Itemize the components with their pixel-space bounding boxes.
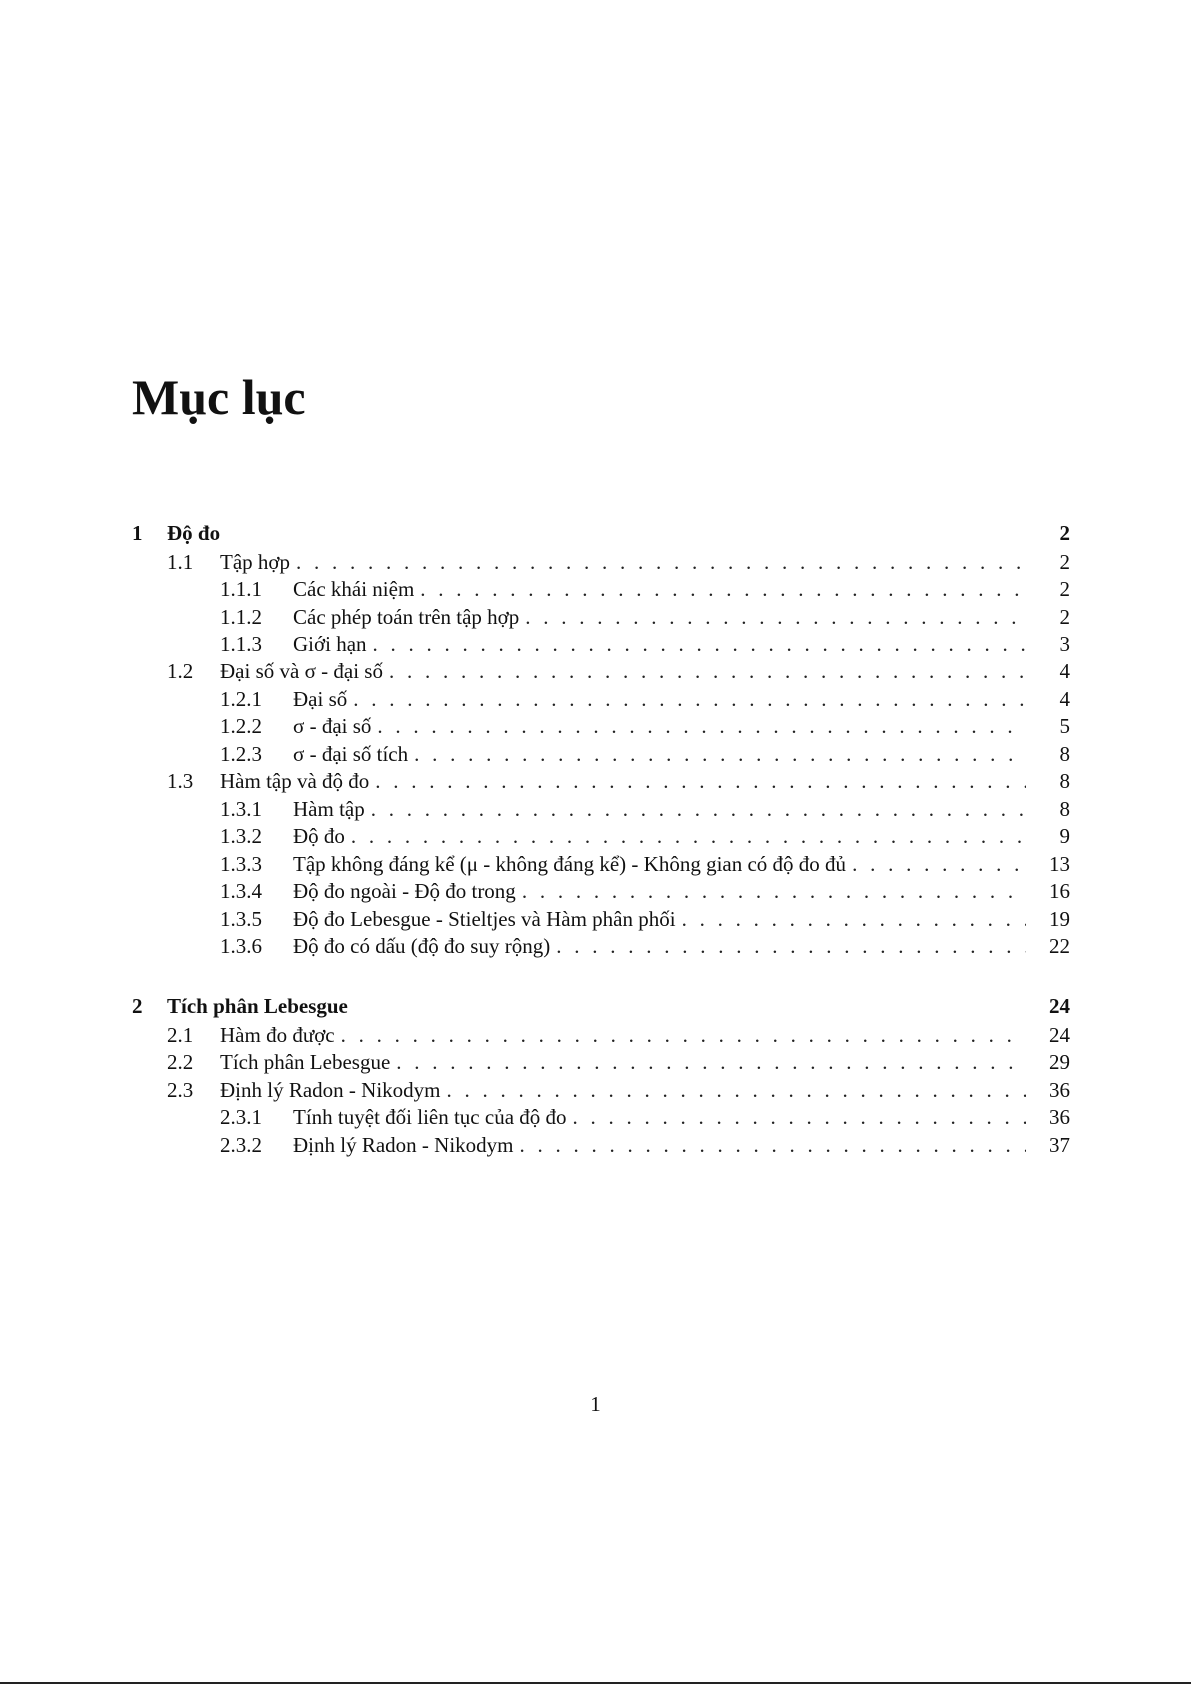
toc-leader	[414, 741, 1026, 768]
toc-subsection-1-1-2[interactable]	[132, 604, 1070, 631]
toc-section-1-1[interactable]	[132, 549, 1070, 576]
toc-chapter-1[interactable]	[132, 520, 1070, 547]
toc-subsection-1-2-3[interactable]	[132, 741, 1070, 768]
toc-number: 2.3.2	[220, 1133, 262, 1157]
toc-number: 1.2	[167, 659, 194, 683]
toc-page: 24	[1049, 994, 1070, 1018]
toc-number: 1.1.2	[220, 605, 262, 629]
toc-title: Đại số và σ - đại số	[220, 659, 383, 683]
toc-subsection-1-1-1[interactable]	[132, 576, 1070, 603]
toc-title: σ - đại số	[293, 714, 372, 738]
toc-title: Tập hợp	[220, 550, 291, 574]
toc-section-2-1[interactable]	[132, 1022, 1070, 1049]
toc-title: Định lý Radon - Nikodym	[220, 1078, 441, 1102]
toc-page: 37	[1049, 1133, 1070, 1157]
toc-leader	[353, 686, 1026, 713]
toc-page: 16	[1049, 879, 1070, 903]
toc-page: 13	[1049, 852, 1070, 876]
toc-leader	[396, 1049, 1026, 1076]
toc-number: 2.2	[167, 1050, 194, 1074]
toc-title: Tính tuyệt đối liên tục của độ đo	[293, 1105, 567, 1129]
toc-number: 1.3.3	[220, 852, 262, 876]
toc-leader	[351, 823, 1026, 850]
toc-page: 3	[1059, 632, 1070, 656]
toc-number: 1.2.3	[220, 742, 262, 766]
toc-title: Định lý Radon - Nikodym	[293, 1133, 514, 1157]
toc-title: Tích phân Lebesgue	[220, 1050, 391, 1074]
toc-leader	[573, 1104, 1026, 1131]
toc-number: 2.3	[167, 1078, 194, 1102]
toc-page: 22	[1049, 934, 1070, 958]
toc-title: Giới hạn	[293, 632, 367, 656]
toc-chapter-2[interactable]	[132, 993, 1070, 1020]
toc-title: Độ đo ngoài - Độ đo trong	[293, 879, 516, 903]
bottom-rule	[0, 1682, 1191, 1684]
toc-subsection-1-3-5[interactable]	[132, 906, 1070, 933]
toc-leader	[556, 933, 1026, 960]
toc-title: Độ đo Lebesgue - Stieltjes và Hàm phân phối	[293, 907, 676, 931]
toc-page: 19	[1049, 907, 1070, 931]
toc-subsection-1-3-4[interactable]	[132, 878, 1070, 905]
toc-title: σ - đại số tích	[293, 742, 409, 766]
toc-page: 8	[1059, 769, 1070, 793]
toc-leader	[525, 604, 1026, 631]
toc-page: 9	[1059, 824, 1070, 848]
toc-section-1-3[interactable]	[132, 768, 1070, 795]
toc-subsection-1-3-6[interactable]	[132, 933, 1070, 960]
toc-page: 2	[1059, 521, 1070, 545]
toc-title: Độ đo có dấu (độ đo suy rộng)	[293, 934, 551, 958]
toc-title: Độ đo	[167, 521, 221, 545]
toc-title: Đại số	[293, 687, 348, 711]
toc-page: 36	[1049, 1078, 1070, 1102]
toc-number: 1.3.4	[220, 879, 262, 903]
toc-title: Các khái niệm	[293, 577, 415, 601]
toc-leader	[373, 631, 1026, 658]
toc-subsection-1-2-2[interactable]	[132, 713, 1070, 740]
page-number: 1	[590, 1392, 601, 1416]
toc-leader	[375, 768, 1026, 795]
toc-page: 36	[1049, 1105, 1070, 1129]
toc-subsection-1-3-1[interactable]	[132, 796, 1070, 823]
toc-subsection-2-3-2[interactable]	[132, 1132, 1070, 1159]
toc-page: 4	[1059, 687, 1070, 711]
toc-leader	[341, 1022, 1026, 1049]
toc-page: 2	[1059, 577, 1070, 601]
toc-leader	[389, 658, 1026, 685]
toc-title: Độ đo	[293, 824, 345, 848]
toc-title: Hàm tập	[293, 797, 365, 821]
toc-page: 8	[1059, 742, 1070, 766]
toc-title: Các phép toán trên tập hợp	[293, 605, 520, 629]
toc-leader	[852, 851, 1026, 878]
toc-page: 5	[1059, 714, 1070, 738]
toc-page: 2	[1059, 605, 1070, 629]
toc-page: 2	[1059, 550, 1070, 574]
toc-leader	[420, 576, 1026, 603]
toc-title: Tích phân Lebesgue	[167, 994, 348, 1018]
toc-number: 2	[132, 994, 143, 1018]
toc-subsection-1-2-1[interactable]	[132, 686, 1070, 713]
toc-subsection-2-3-1[interactable]	[132, 1104, 1070, 1131]
toc-section-2-2[interactable]	[132, 1049, 1070, 1076]
toc-number: 1	[132, 521, 143, 545]
toc-number: 1.1.1	[220, 577, 262, 601]
toc-page: 29	[1049, 1050, 1070, 1074]
toc-title: Tập không đáng kể (μ - không đáng kể) - Không gian có độ đo đủ	[293, 852, 847, 876]
toc-number: 1.1	[167, 550, 194, 574]
toc-title: Hàm đo được	[220, 1023, 335, 1047]
toc-page: 24	[1049, 1023, 1070, 1047]
toc-page: 8	[1059, 797, 1070, 821]
toc-number: 1.3	[167, 769, 194, 793]
toc-page: 4	[1059, 659, 1070, 683]
toc-title: Hàm tập và độ đo	[220, 769, 370, 793]
toc-number: 1.3.1	[220, 797, 262, 821]
toc-number: 1.2.2	[220, 714, 262, 738]
toc-subsection-1-1-3[interactable]	[132, 631, 1070, 658]
toc-number: 1.3.5	[220, 907, 262, 931]
toc-leader	[371, 796, 1026, 823]
toc-subsection-1-3-2[interactable]	[132, 823, 1070, 850]
toc-leader	[447, 1077, 1027, 1104]
toc-leader	[682, 906, 1026, 933]
toc-subsection-1-3-3[interactable]	[132, 851, 1070, 878]
toc-leader	[522, 878, 1026, 905]
toc-number: 1.2.1	[220, 687, 262, 711]
toc-leader	[377, 713, 1026, 740]
toc-section-1-2[interactable]	[132, 658, 1070, 685]
toc-leader	[520, 1132, 1027, 1159]
toc-number: 1.1.3	[220, 632, 262, 656]
toc-number: 2.1	[167, 1023, 194, 1047]
toc-number: 2.3.1	[220, 1105, 262, 1129]
page-title: Mục lục	[132, 369, 306, 425]
toc-leader	[296, 549, 1026, 576]
toc-number: 1.3.6	[220, 934, 262, 958]
toc-section-2-3[interactable]	[132, 1077, 1070, 1104]
toc-number: 1.3.2	[220, 824, 262, 848]
